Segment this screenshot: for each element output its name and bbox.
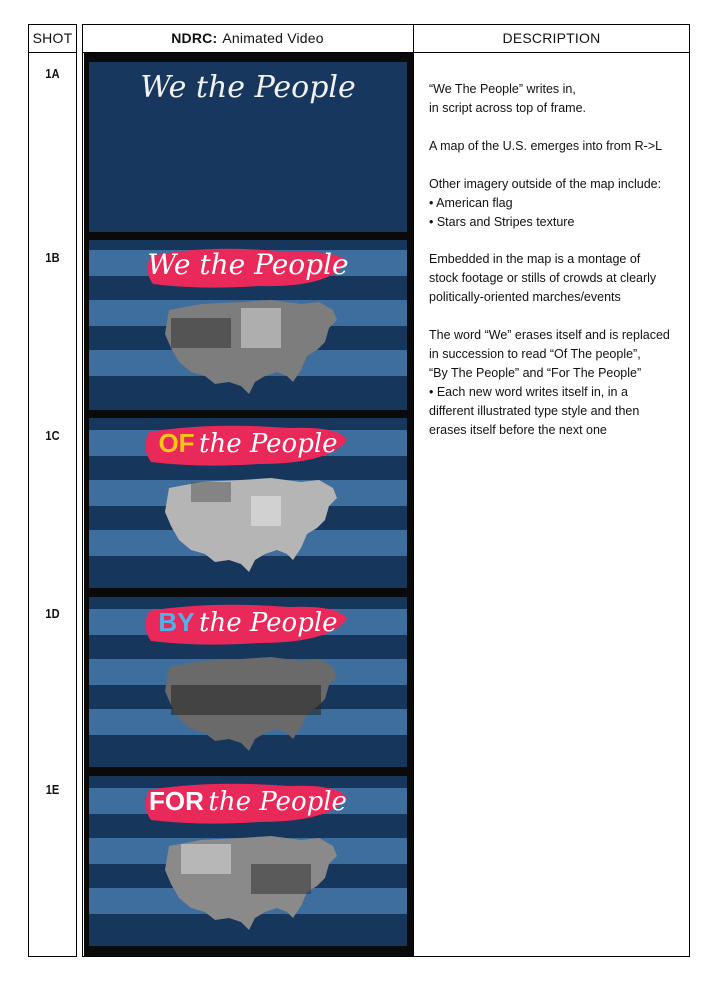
description-line: different illustrated type style and then [429,404,640,418]
frame-1d-word: BY [158,607,195,637]
description-block-4 [429,250,684,307]
description-header [413,24,690,52]
shot-header [28,24,77,52]
frame-1e-word: FOR [149,786,204,816]
description-block-5 [429,326,684,440]
project-type: Animated Video [222,30,324,46]
frame-1b-title: We the People [147,248,349,281]
description-block-1 [429,80,684,118]
frame-1d-rest: the People [199,608,338,638]
description-line: • Stars and Stripes texture [429,215,575,229]
frame-1a [89,62,407,232]
project-header [82,24,413,52]
frame-1c [89,418,407,588]
description-block-2 [429,137,684,156]
column-divider [413,24,414,957]
frame-1e-title [89,786,407,817]
frame-1e-rest: the People [208,787,347,817]
description-line: “We The People” writes in, [429,82,576,96]
header-divider [28,52,77,53]
frame-1d-title [89,607,407,638]
description-line: Other imagery outside of the map include: [429,177,662,191]
description-line: Embedded in the map is a montage of [429,252,641,266]
description-line: in script across top of frame. [429,101,587,115]
description-line: “By The People” and “For The People” [429,366,642,380]
frame-1e [89,776,407,946]
shot-label-1e: 1E [45,782,60,797]
shot-label-1d: 1D [45,606,60,621]
description-line: • Each new word writes itself in, in a [429,385,628,399]
description-line: stock footage or stills of crowds at clearly [429,271,657,285]
description-line: in succession to read “Of The people”, [429,347,641,361]
frame-1c-word: OF [158,428,195,458]
description-line: The word “We” erases itself and is replaced [429,328,670,342]
frame-1c-title [89,428,407,459]
frame-1b [89,240,407,410]
shot-label-1a: 1A [45,66,60,81]
description-line: • American flag [429,196,513,210]
description-block-3 [429,175,684,232]
shot-label-1c: 1C [45,428,60,443]
description-line: erases itself before the next one [429,423,607,437]
frame-1a-title: We the People [140,70,356,105]
description-header-label: DESCRIPTION [502,30,601,46]
description-line: politically-oriented marches/events [429,290,621,304]
frame-1c-rest: the People [199,429,338,459]
shot-header-label: SHOT [32,30,73,46]
shot-label-1b: 1B [45,250,60,265]
shot-column [28,24,77,957]
description-line: A map of the U.S. emerges into from R->L [429,139,663,153]
frame-1d [89,597,407,767]
project-name: NDRC: [171,30,218,46]
